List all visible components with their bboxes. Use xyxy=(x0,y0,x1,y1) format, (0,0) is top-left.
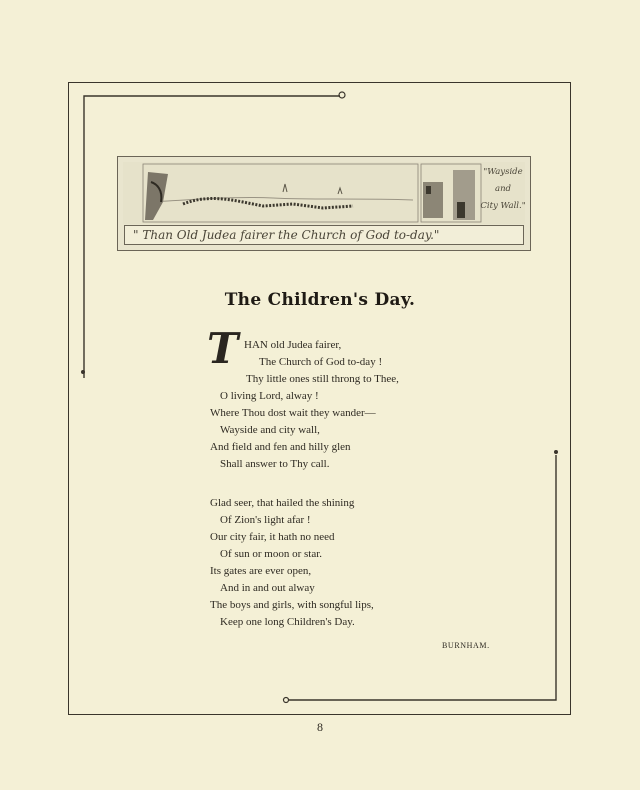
poem-line: Its gates are ever open, xyxy=(210,565,312,577)
poem-line: Thy little ones still throng to Thee, xyxy=(246,373,399,385)
poem-line: The boys and girls, with songful lips, xyxy=(210,599,374,611)
author-signature: BURNHAM. xyxy=(442,641,490,650)
poem-line: Wayside and city wall, xyxy=(220,424,320,436)
banner-caption: " Than Old Judea fairer the Church of God to-day." xyxy=(124,225,524,245)
banner-side-label-line: "Wayside xyxy=(483,167,523,177)
drop-cap: T xyxy=(207,324,239,373)
poem-line: Where Thou dost wait they wander— xyxy=(210,407,376,419)
poem-line: And field and fen and hilly glen xyxy=(210,441,351,453)
poem-line: Glad seer, that hailed the shining xyxy=(210,497,355,509)
banner-side-label-line: and xyxy=(495,184,511,194)
poem-line: Of Zion's light afar ! xyxy=(220,514,311,526)
banner-side-label-line: City Wall." xyxy=(480,201,526,211)
poem-line: Shall answer to Thy call. xyxy=(220,458,330,470)
poem-line: Our city fair, it hath no need xyxy=(210,531,335,543)
poem-line: The Church of God to-day ! xyxy=(259,356,383,368)
poem-line: Keep one long Children's Day. xyxy=(220,616,355,628)
page-number: 8 xyxy=(317,720,323,734)
poem-line: HAN old Judea fairer, xyxy=(244,339,342,351)
poem-line: And in and out alway xyxy=(220,582,315,594)
poem-line: O living Lord, alway ! xyxy=(220,390,319,402)
poem-line: Of sun or moon or star. xyxy=(220,548,323,560)
poem-title: The Children's Day. xyxy=(224,290,416,310)
